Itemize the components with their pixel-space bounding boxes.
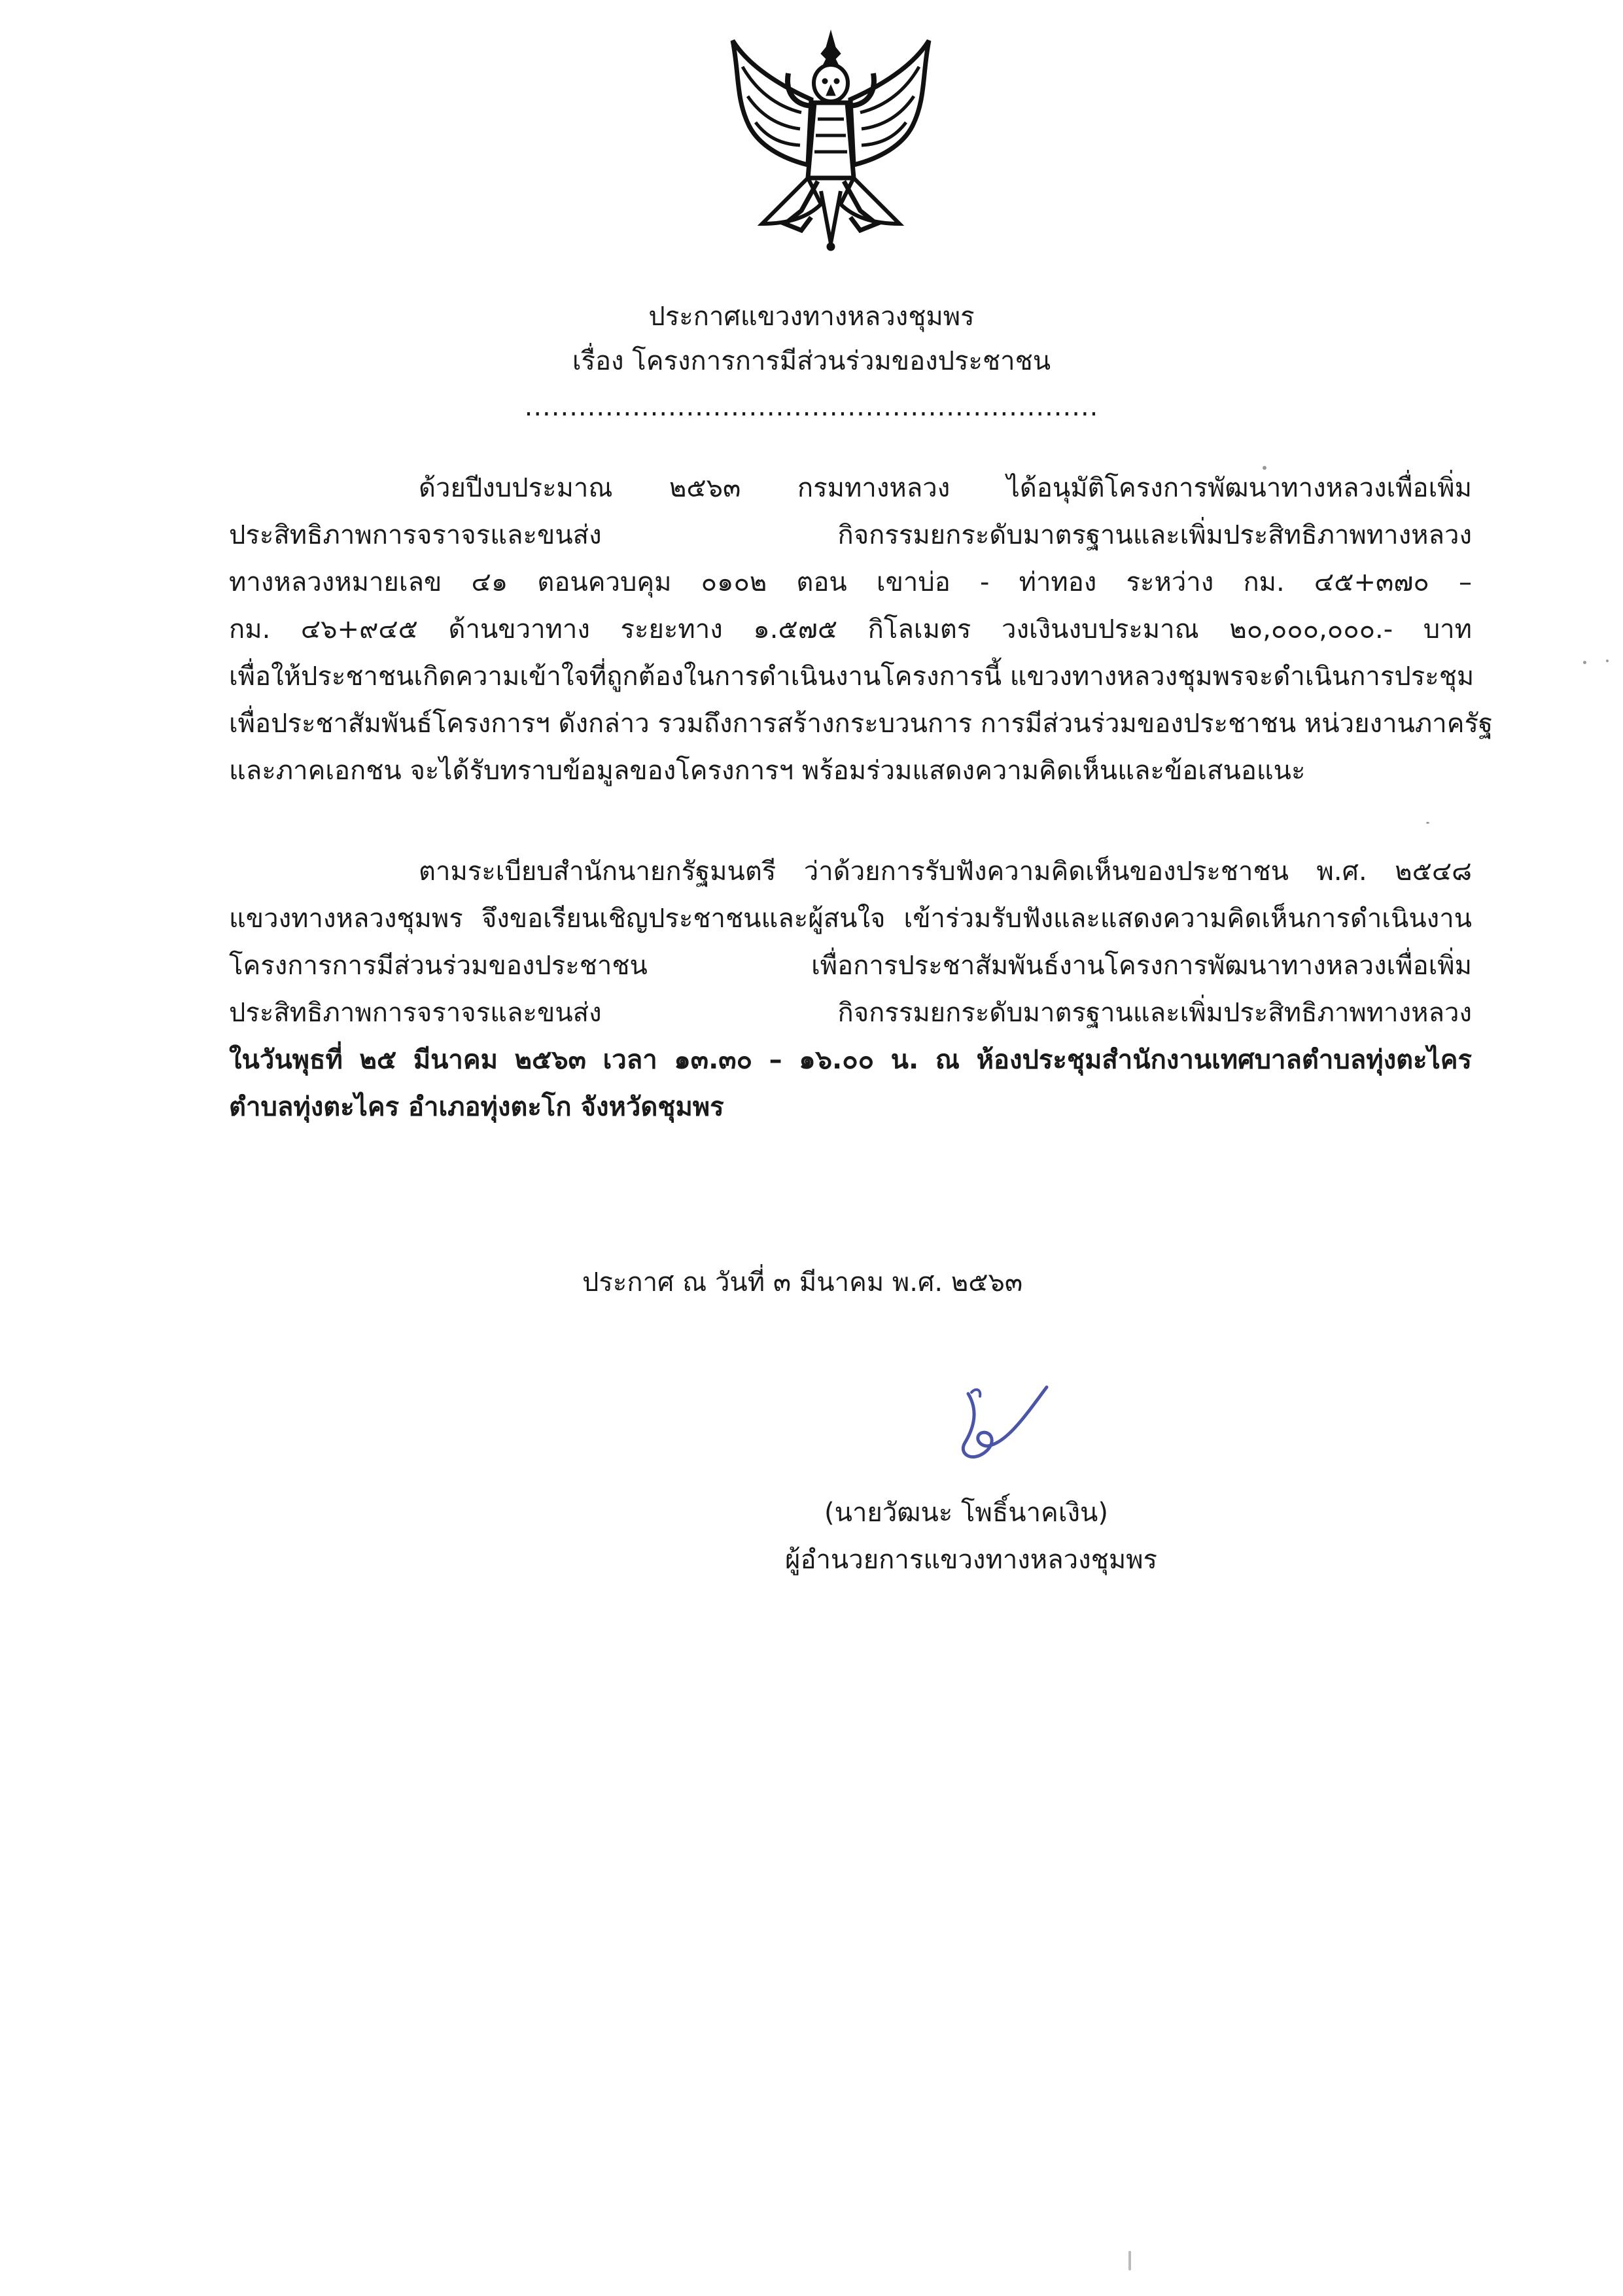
paragraph-1-line-2: ประสิทธิภาพการจราจรและขนส่ง กิจกรรมยกระดับมาตรฐานและเพิ่มประสิทธิภาพทางหลวง	[229, 520, 1472, 550]
document-title: ประกาศแขวงทางหลวงชุมพร	[648, 302, 975, 332]
meeting-datetime-location: ในวันพุธที่ ๒๕ มีนาคม ๒๕๖๓ เวลา ๑๓.๓๐ – ๑๖.๐๐ น. ณ ห้องประชุมสำนักงานเทศบาลตำบลทุ่งตะไคร	[229, 1045, 1472, 1075]
signer-name: (นายวัฒนะ โพธิ์นาคเงิน)	[824, 1498, 1108, 1528]
signer-position: ผู้อำนวยการแขวงทางหลวงชุมพร	[785, 1545, 1158, 1575]
announce-date: ประกาศ ณ วันที่ ๓ มีนาคม พ.ศ. ๒๕๖๓	[582, 1267, 1023, 1298]
paragraph-1-line-6: เพื่อประชาสัมพันธ์โครงการฯ ดังกล่าว รวมถึงการสร้างกระบวนการ การมีส่วนร่วมของประชาชน หน่วยงานภาครัฐ	[229, 709, 1493, 739]
paragraph-1-line-5: เพื่อให้ประชาชนเกิดความเข้าใจที่ถูกต้องในการดำเนินงานโครงการนี้ แขวงทางหลวงชุมพรจะดำเนินการประชุม	[229, 662, 1475, 692]
paragraph-2-line-2: แขวงทางหลวงชุมพร จึงขอเรียนเชิญประชาชนและผู้สนใจ เข้าร่วมรับฟังและแสดงความคิดเห็นการดำเนินงาน	[229, 904, 1472, 934]
scan-speck	[1606, 660, 1609, 662]
paragraph-1-line-4: กม. ๔๖+๙๔๕ ด้านขวาทาง ระยะทาง ๑.๕๗๕ กิโลเมตร วงเงินงบประมาณ ๒๐,๐๐๐,๐๐๐.- บาท	[229, 614, 1472, 645]
paragraph-1-line-3: ทางหลวงหมายเลข ๔๑ ตอนควบคุม ๐๑๐๒ ตอน เขาบ่อ - ท่าทอง ระหว่าง กม. ๔๕+๓๗๐ –	[229, 567, 1472, 597]
paragraph-2-line-1: ตามระเบียบสำนักนายกรัฐมนตรี ว่าด้วยการรับฟังความคิดเห็นของประชาชน พ.ศ. ๒๕๔๘	[419, 857, 1472, 887]
paragraph-2-line-4: ประสิทธิภาพการจราจรและขนส่ง กิจกรรมยกระดับมาตรฐานและเพิ่มประสิทธิภาพทางหลวง	[229, 998, 1472, 1028]
document-subject: เรื่อง โครงการการมีส่วนร่วมของประชาชน	[572, 346, 1051, 376]
scan-speck	[1263, 466, 1266, 470]
paragraph-1-line-7: และภาคเอกชน จะได้รับทราบข้อมูลของโครงการฯ พร้อมร่วมแสดงความคิดเห็นและข้อเสนอแนะ	[229, 756, 1306, 786]
meeting-address: ตำบลทุ่งตะไคร อำเภอทุ่งตะโก จังหวัดชุมพร	[229, 1092, 724, 1122]
scan-speck	[1426, 822, 1429, 824]
garuda-emblem-icon	[723, 27, 939, 253]
paragraph-1-line-1: ด้วยปีงบประมาณ ๒๕๖๓ กรมทางหลวง ได้อนุมัติโครงการพัฒนาทางหลวงเพื่อเพิ่ม	[419, 473, 1472, 503]
handwritten-signature-icon	[949, 1381, 1060, 1479]
scan-speck	[1583, 661, 1586, 664]
header-divider: ................................................................	[524, 392, 1099, 422]
paragraph-2-line-3: โครงการการมีส่วนร่วมของประชาชน เพื่อการประชาสัมพันธ์งานโครงการพัฒนาทางหลวงเพื่อเพิ่ม	[229, 951, 1472, 981]
scan-speck	[1128, 2251, 1131, 2270]
